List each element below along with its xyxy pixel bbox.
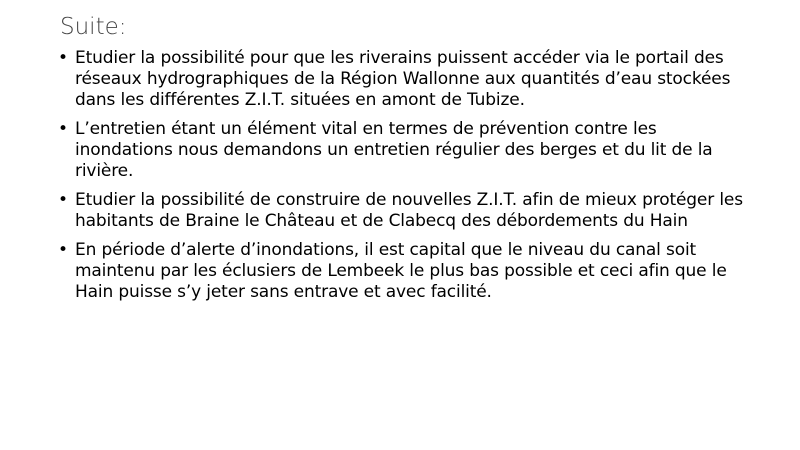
bullet-item [58,48,758,111]
bullet-item [58,240,758,303]
bullet-list [58,48,758,311]
bullet-text: L’entretien étant un élément vital en termes de prévention contre les inondations nous demandons un entretien régulier des berges et du lit de la rivière. [75,119,713,181]
bullet-dot-icon: • [58,190,68,210]
bullet-dot-icon: • [58,119,68,139]
slide-title: Suite: [60,14,127,40]
bullet-dot-icon: • [58,240,68,260]
bullet-text: Etudier la possibilité pour que les riverains puissent accéder via le portail des réseaux hydrographiques de la Région Wallonne aux quantités d’eau stockées dans les différentes Z.I.T. situées en amont de Tubize. [75,48,731,110]
bullet-text: En période d’alerte d’inondations, il est capital que le niveau du canal soit maintenu par les éclusiers de Lembeek le plus bas possible et ceci afin que le Hain puisse s’y jeter sans entrave et avec facilité. [75,240,727,302]
bullet-item [58,190,758,232]
bullet-dot-icon: • [58,48,68,68]
bullet-text: Etudier la possibilité de construire de nouvelles Z.I.T. afin de mieux protéger les habitants de Braine le Château et de Clabecq des débordements du Hain [75,190,743,231]
bullet-item [58,119,758,182]
